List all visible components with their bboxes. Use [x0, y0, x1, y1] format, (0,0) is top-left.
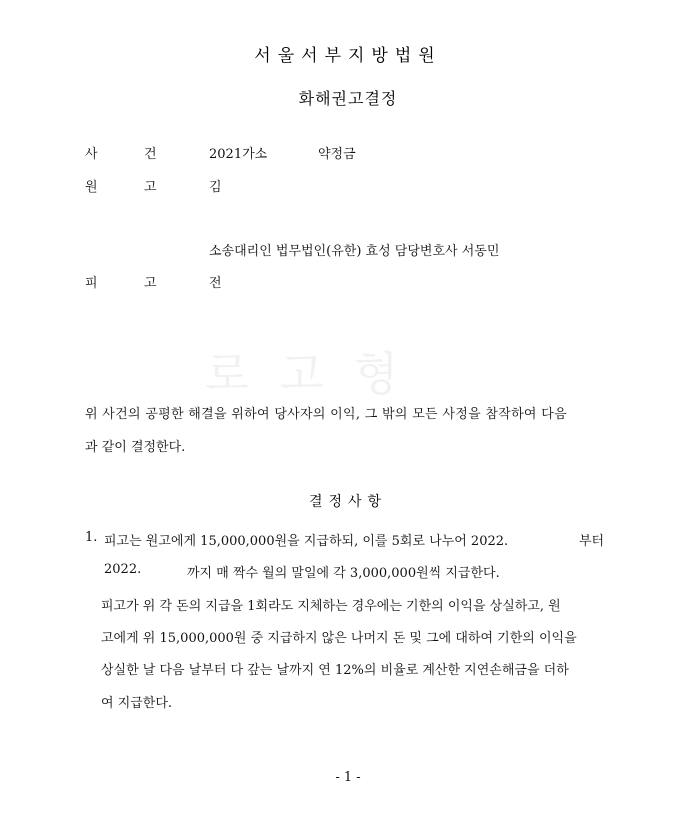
item-1-line-2b: 까지 매 짝수 월의 말일에 각 3,000,000원씩 지급한다. [187, 566, 500, 581]
plaintiff-counsel: 소송대리인 법무법인(유한) 효성 담당변호사 서동민 [209, 244, 500, 259]
item-1-line-1a: 피고는 원고에게 15,000,000원을 지급하되, 이를 5회로 나누어 2022. [104, 534, 509, 549]
case-number: 2021가소 [209, 147, 268, 162]
decision-title: 결정사항 [308, 494, 388, 510]
case-label-2: 건 [144, 147, 157, 162]
intro-line-2: 과 같이 결정한다. [85, 440, 186, 455]
defendant-name: 전 [209, 276, 222, 291]
page-number: - 1 - [335, 770, 361, 785]
item-1-line-2a: 2022. [104, 562, 142, 577]
item-1-line-1b: 부터 [579, 534, 605, 549]
item-1-para-2-line-2: 고에게 위 15,000,000원 중 지급하지 않은 나머지 돈 및 그에 대하여 기한의 이익을 [101, 631, 577, 646]
plaintiff-label-1: 원 [85, 180, 98, 195]
item-1-para-2-line-1: 피고가 위 각 돈의 지급을 1회라도 지체하는 경우에는 기한의 이익을 상실하고, 원 [101, 599, 561, 614]
plaintiff-name: 김 [209, 180, 222, 195]
defendant-label-2: 고 [144, 276, 157, 291]
item-1-para-2-line-4: 여 지급한다. [101, 696, 173, 711]
plaintiff-label-2: 고 [144, 180, 157, 195]
watermark: 로고형 [205, 347, 429, 401]
case-label-1: 사 [85, 147, 98, 162]
intro-line-1-text: 위 사건의 공평한 해결을 위하여 당사자의 이익, 그 밖의 모든 사정을 참작하여 다음 [85, 407, 567, 422]
item-1-para-2-line-3: 상실한 날 다음 날부터 다 갚는 날까지 연 12%의 비율로 계산한 지연손해금을 더하 [101, 663, 569, 678]
case-name: 약정금 [318, 147, 356, 162]
item-1-number: 1. [85, 530, 98, 545]
document-title: 화해권고결정 [298, 89, 398, 108]
defendant-label-1: 피 [85, 276, 98, 291]
court-name: 서울서부지방법원 [254, 46, 442, 66]
intro-line-1 [85, 403, 607, 422]
